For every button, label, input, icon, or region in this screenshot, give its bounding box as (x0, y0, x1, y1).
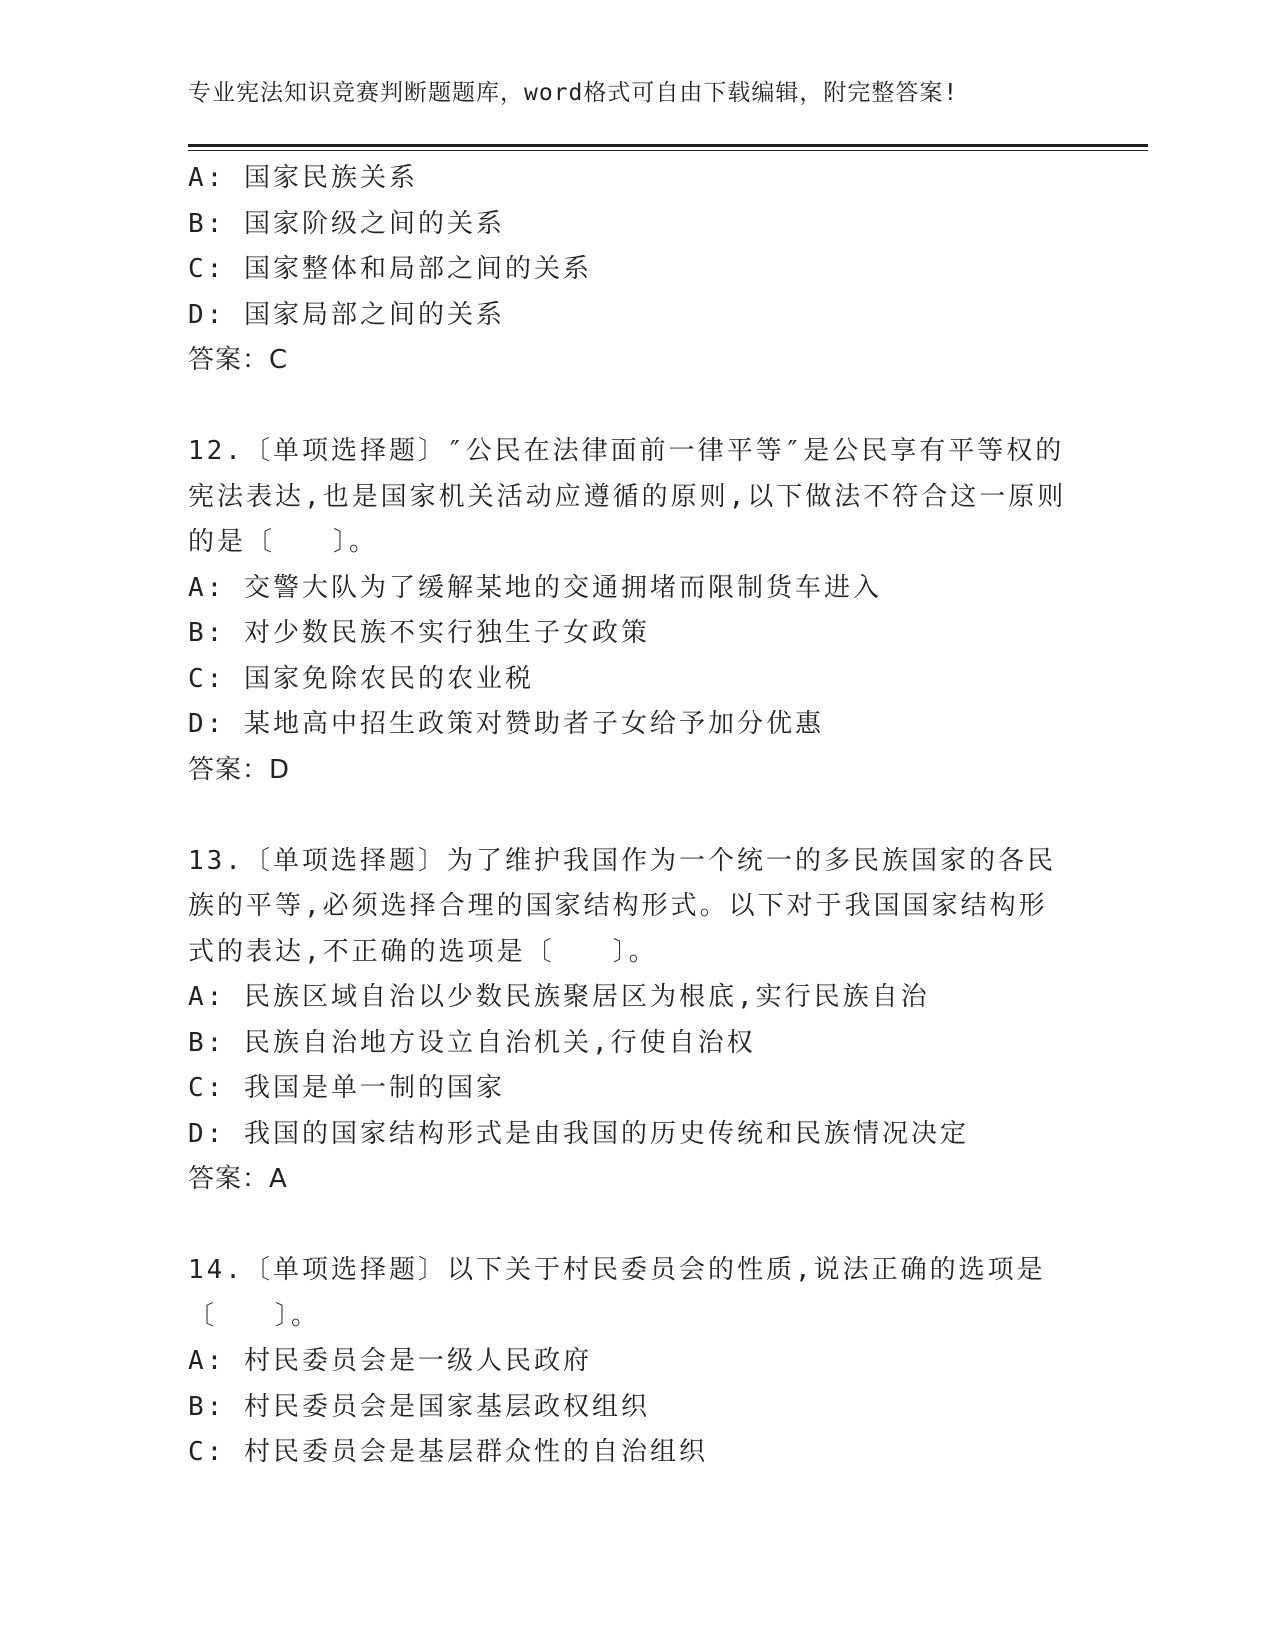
answer: 答案：A (188, 1164, 288, 1194)
question-text: 14.〔单项选择题〕以下关于村民委员会的性质,说法正确的选项是〔 〕。 (188, 1255, 1046, 1331)
option-b: B: 国家阶级之间的关系 (188, 208, 505, 239)
option-b: B: 对少数民族不实行独生子女政策 (188, 618, 650, 648)
option-b: B: 民族自治地方设立自治机关,行使自治权 (188, 1027, 756, 1058)
question-13 (188, 839, 1068, 1203)
option-a: A: 民族区域自治以少数民族聚居区为根底,实行民族自治 (188, 982, 930, 1012)
answer: 答案：D (188, 754, 291, 785)
option-d: D: 国家局部之间的关系 (188, 299, 505, 330)
question-12 (188, 429, 1068, 793)
header-divider-thick (188, 144, 1148, 147)
option-a: A: 国家民族关系 (188, 163, 418, 193)
option-d: D: 某地高中招生政策对赞助者子女给予加分优惠 (188, 709, 824, 739)
option-c: C: 国家免除农民的农业税 (188, 663, 534, 694)
question-11-continued (188, 156, 1068, 384)
option-a: A: 村民委员会是一级人民政府 (188, 1346, 592, 1376)
page-header: 专业宪法知识竞赛判断题题库，word格式可自由下载编辑，附完整答案! (188, 80, 959, 106)
option-b: B: 村民委员会是国家基层政权组织 (188, 1391, 650, 1422)
option-d: D: 我国的国家结构形式是由我国的历史传统和民族情况决定 (188, 1118, 969, 1149)
header-divider-thin (188, 150, 1148, 151)
option-c: C: 我国是单一制的国家 (188, 1073, 505, 1103)
answer: 答案：C (188, 345, 289, 375)
option-c: C: 国家整体和局部之间的关系 (188, 254, 592, 284)
option-c: C: 村民委员会是基层群众性的自治组织 (188, 1437, 708, 1467)
option-a: A: 交警大队为了缓解某地的交通拥堵而限制货车进入 (188, 572, 882, 603)
question-text: 13.〔单项选择题〕为了维护我国作为一个统一的多民族国家的各民族的平等,必须选择合理的国家结构形式。以下对于我国国家结构形式的表达,不正确的选项是〔 〕。 (188, 845, 1056, 967)
question-14 (188, 1248, 1068, 1476)
document-body (188, 156, 1068, 1476)
question-text: 12.〔单项选择题〕″公民在法律面前一律平等″是公民享有平等权的宪法表达,也是国家机关活动应遵循的原则,以下做法不符合这一原则的是〔 〕。 (188, 436, 1067, 557)
